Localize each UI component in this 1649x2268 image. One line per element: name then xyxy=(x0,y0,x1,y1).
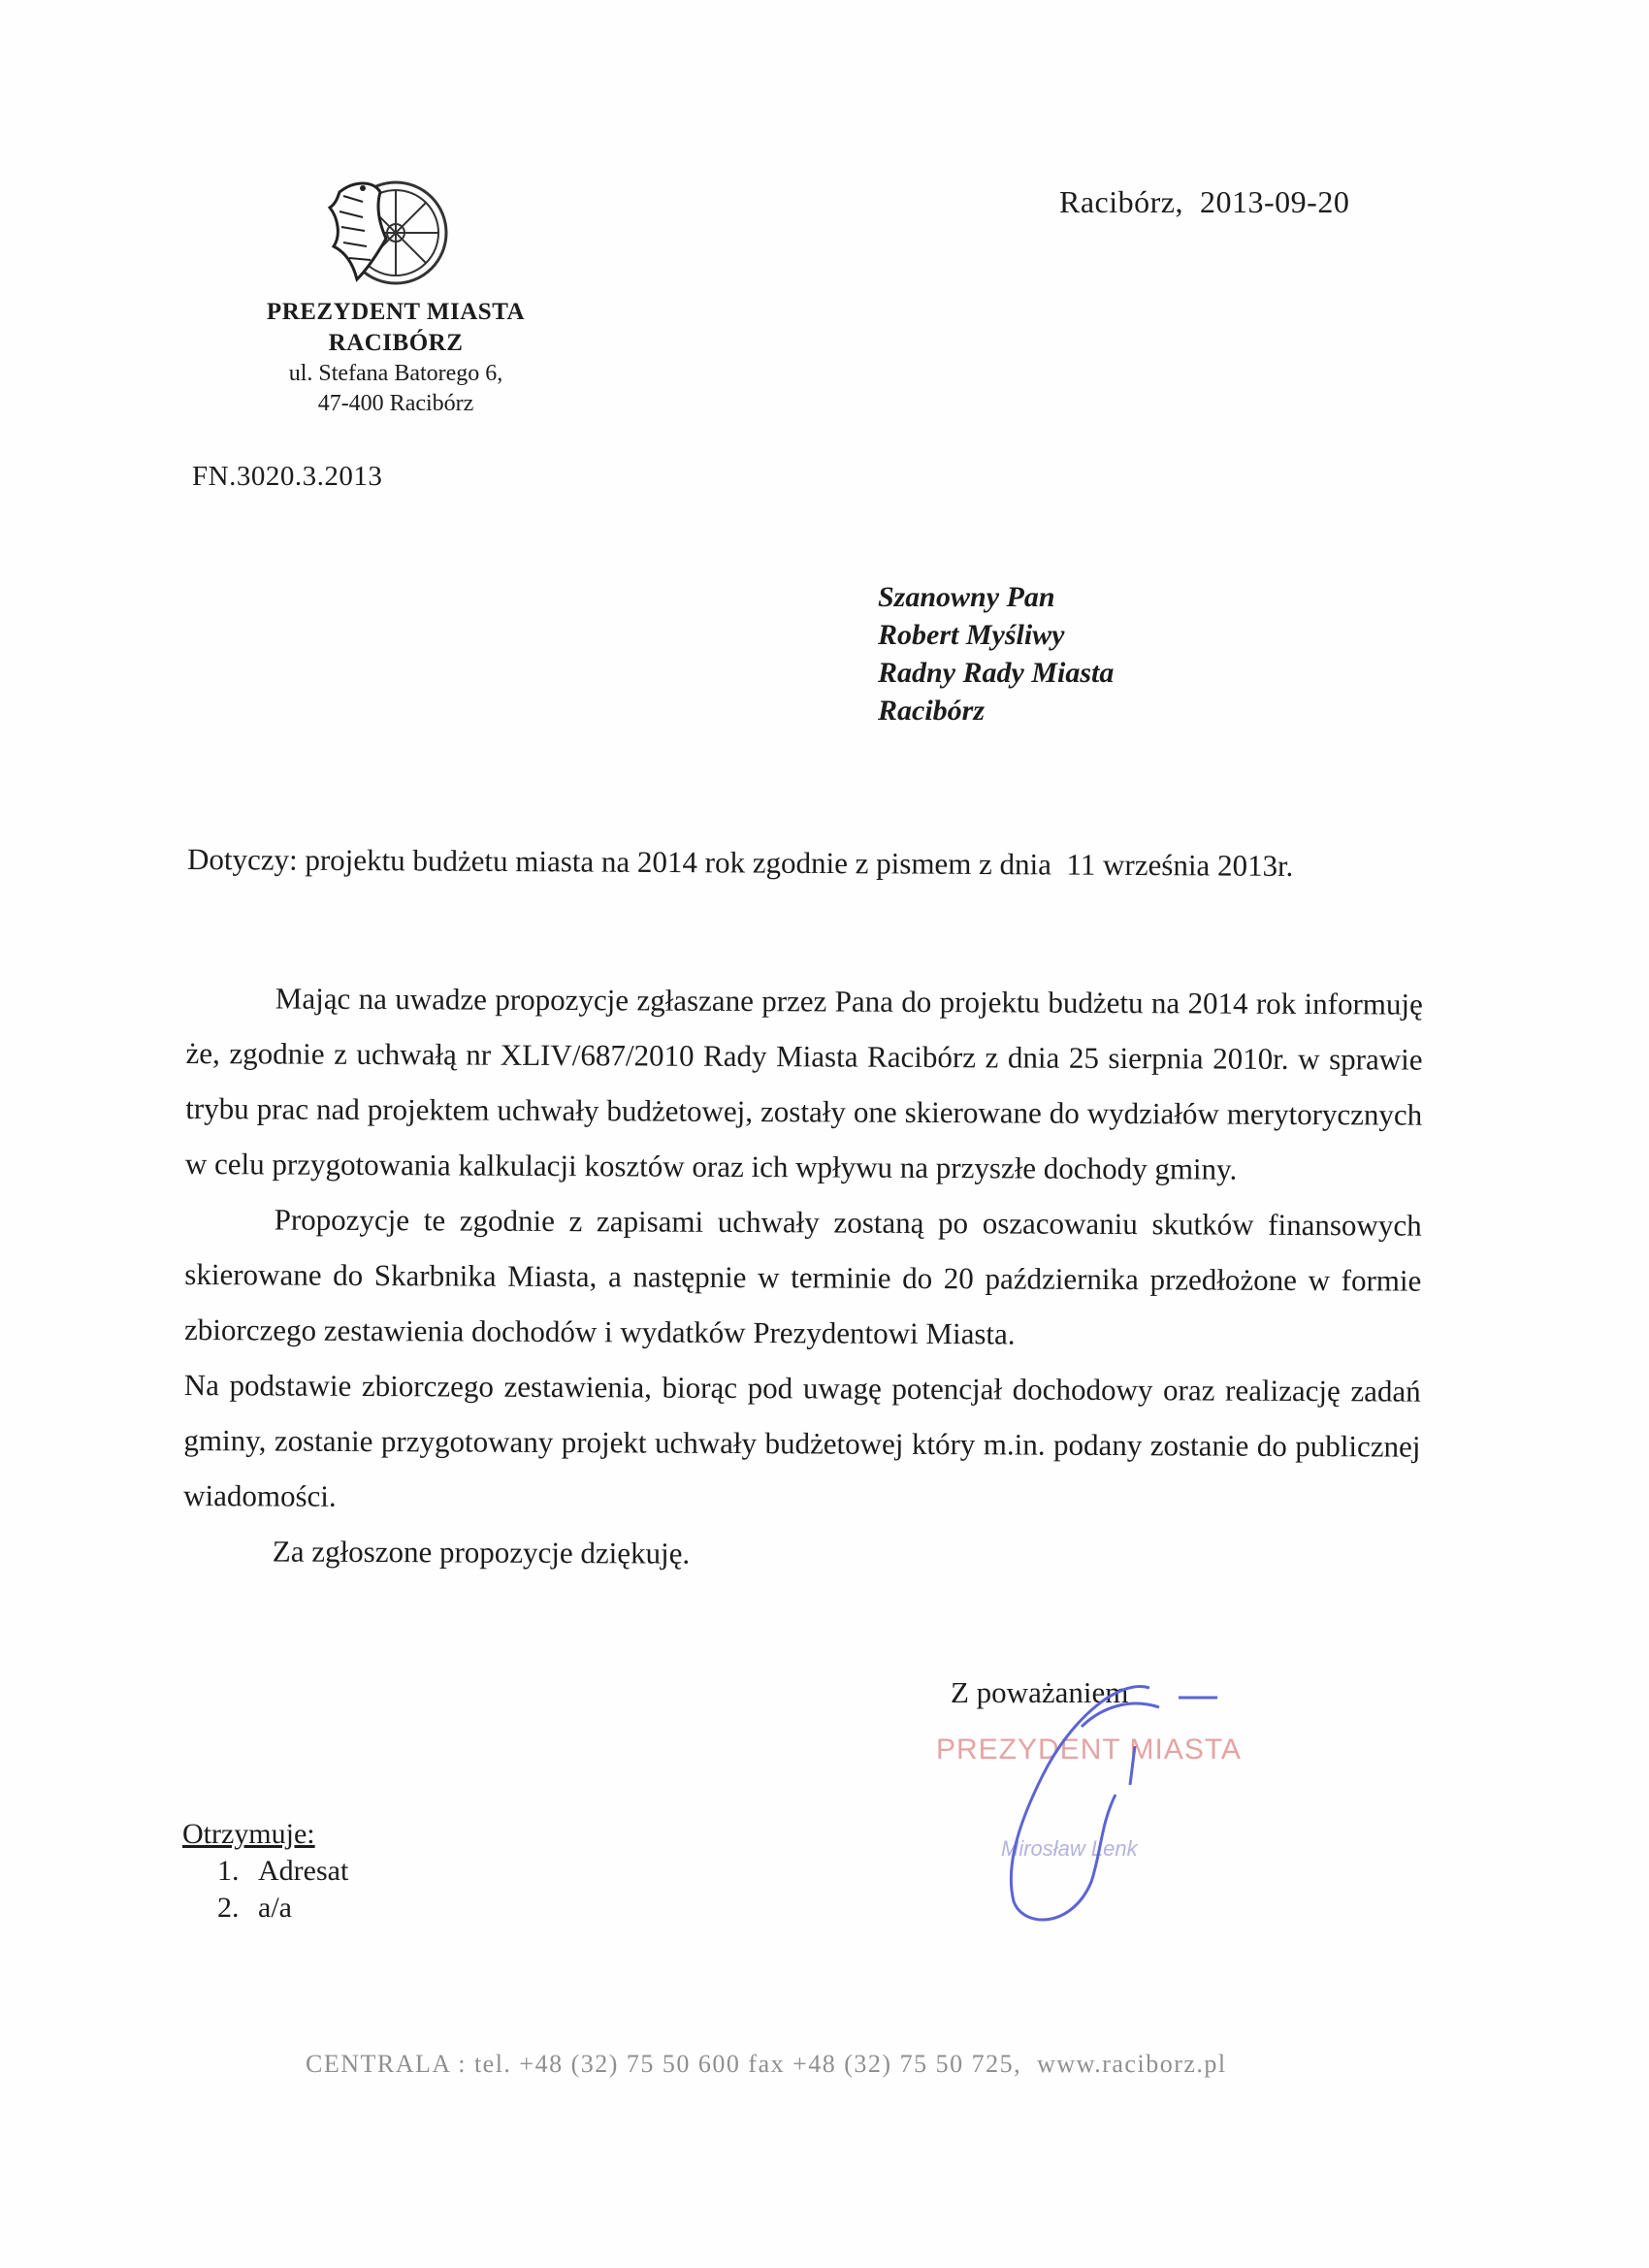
body-paragraph-4: Za zgłoszone propozycje dziękuję. xyxy=(272,1534,691,1571)
recipients-label: Otrzymuje: xyxy=(182,1818,315,1850)
handwritten-signature xyxy=(955,1669,1246,1930)
recipient-city: Racibórz xyxy=(878,695,986,727)
sender-org-line2: RACIBÓRZ xyxy=(328,330,464,356)
body-paragraph-1: Mając na uwadze propozycje zgłaszane przez Pana do projektu budżetu na 2014 rok informuję że, zgodnie z uchwałą nr XLIV/687/2010 Rady Miasta Racibórz z dnia 25 sierpnia 2010r. w sprawie trybu prac nad projektem uchwały budżetowej, zostały one skierowane do wydziałów merytorycznych w celu przygotowania kalkulacji kosztów oraz ich wpływu na przyszłe dochody gminy. xyxy=(184,981,1423,1186)
letter-body xyxy=(183,970,1423,1585)
recipient-item-2: 2. a/a xyxy=(246,1890,348,1927)
sender-street: ul. Stefana Batorego 6, xyxy=(288,361,503,386)
body-paragraph-2: Propozycje te zgodnie z zapisami uchwały zostaną po oszacowaniu skutków finansowych skierowane do Skarbnika Miasta, a następnie w terminie do 20 października przedłożone w formie zbiorczego zestawienia dochodów i wydatków Prezydentowi Miasta. xyxy=(183,1202,1422,1351)
recipient-block xyxy=(878,578,1114,729)
recipient-salutation: Szanowny Pan xyxy=(878,581,1055,613)
sender-org-line1: PREZYDENT MIASTA xyxy=(266,299,526,325)
subject-line: Dotyczy: projektu budżetu miasta na 2014 rok zgodnie z pismem z dnia 11 września 2013r. xyxy=(186,842,1294,883)
sender-postal: 47-400 Racibórz xyxy=(317,391,474,416)
place-date: Racibórz, 2013-09-20 xyxy=(1059,184,1350,219)
stamp-title: PREZYDENT MIASTA xyxy=(936,1733,1242,1766)
body-paragraph-3: Na podstawie zbiorczego zestawienia, biorąc pod uwagę potencjał dochodowy oraz realizację zadań gminy, zostanie przygotowany projekt uchwały budżetowej który m.in. podany zostanie do publicznej wiadomości. xyxy=(183,1367,1421,1513)
sender-block xyxy=(211,297,580,419)
city-crest-eagle-wheel-icon xyxy=(320,163,456,299)
footer-contact: CENTRALA : tel. +48 (32) 75 50 600 fax +48 (32) 75 50 725, www.raciborz.pl xyxy=(306,2050,1227,2078)
reference-number: FN.3020.3.2013 xyxy=(192,461,383,492)
closing-phrase: Z poważaniem xyxy=(951,1675,1129,1709)
recipient-role: Radny Rady Miasta xyxy=(878,657,1115,689)
recipients-list xyxy=(182,1816,348,1927)
recipient-name: Robert Myśliwy xyxy=(878,619,1065,651)
recipient-item-1: 1. Adresat xyxy=(246,1853,348,1890)
stamp-name: Mirosław Lenk xyxy=(1001,1836,1138,1861)
